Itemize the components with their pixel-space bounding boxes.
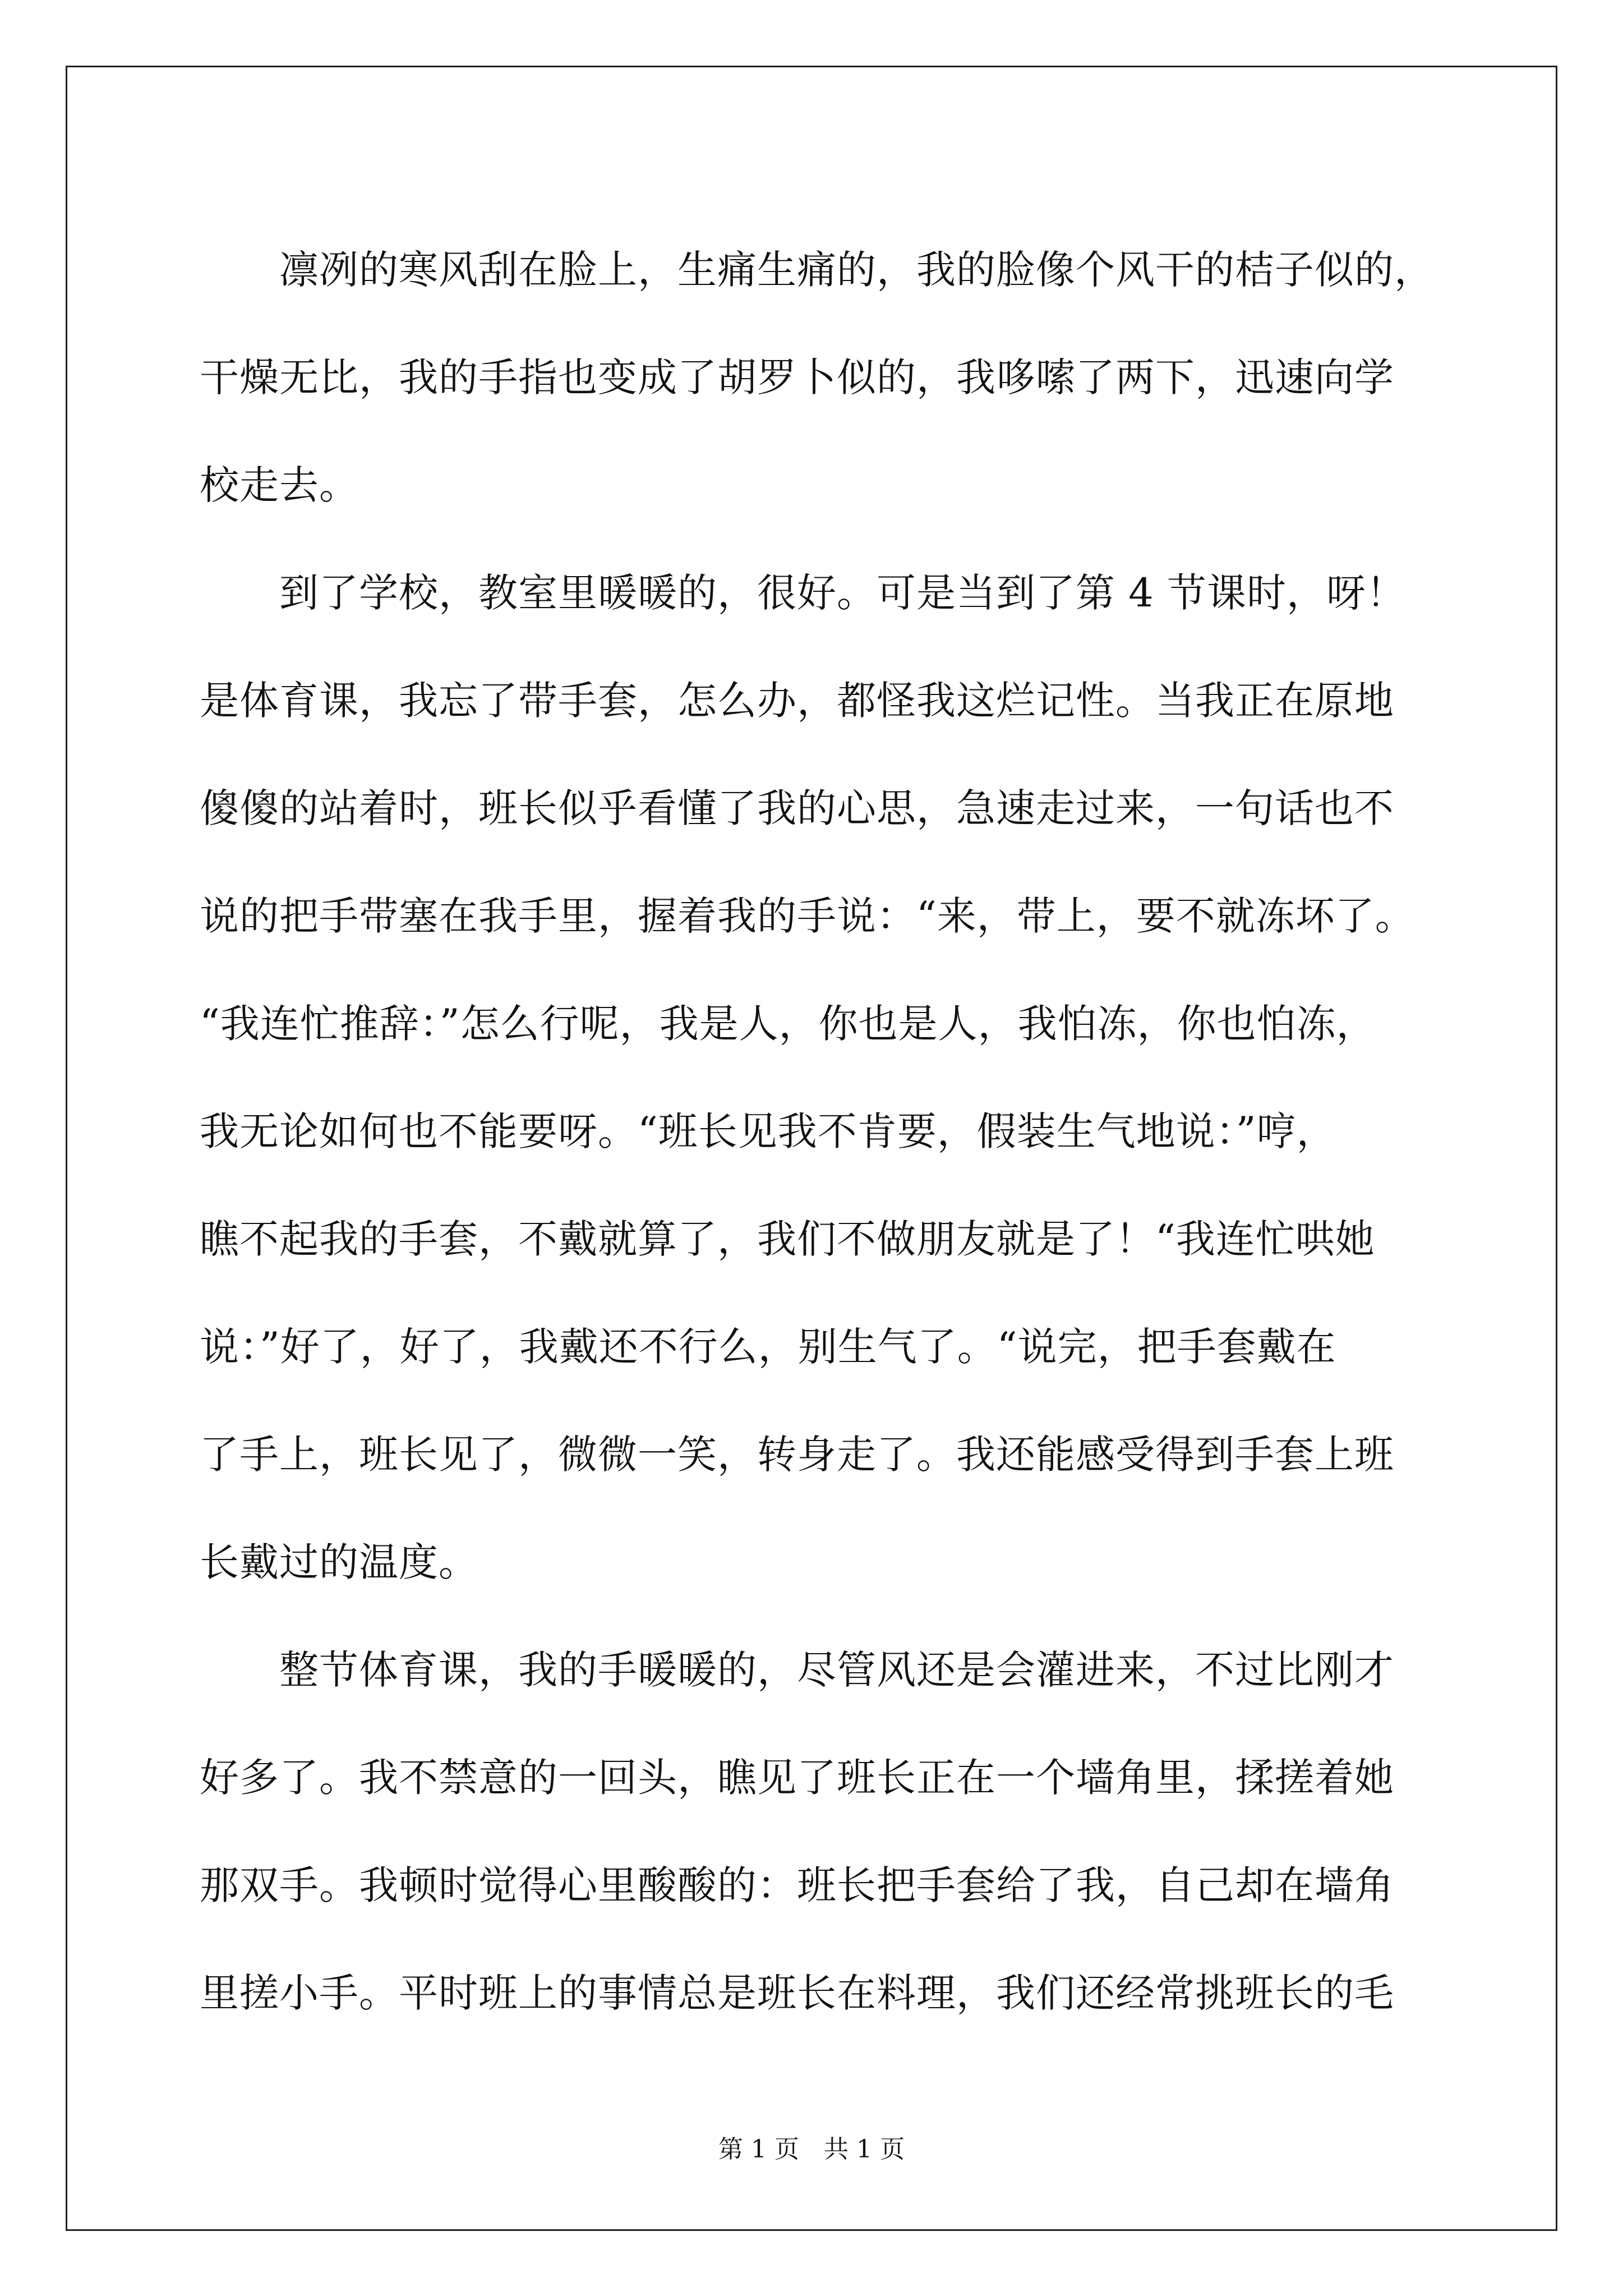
text-line: 里搓小手。平时班上的事情总是班长在料理，我们还经常挑班长的毛 bbox=[200, 1970, 1394, 2016]
text-line: 长戴过的温度。 bbox=[200, 1539, 478, 1585]
text-line: 凛冽的寒风刮在脸上，生痛生痛的，我的脸像个风干的桔子似的， bbox=[200, 247, 1434, 293]
text-line: 那双手。我顿时觉得心里酸酸的：班长把手套给了我，自己却在墙角 bbox=[200, 1862, 1394, 1908]
document-body bbox=[200, 216, 1434, 2047]
text-line: 我无论如何也不能要呀。“班长见我不肯要，假装生气地说：”哼， bbox=[200, 1108, 1336, 1154]
text-line: 说：”好了，好了，我戴还不行么，别生气了。“说完，把手套戴在 bbox=[200, 1324, 1336, 1370]
text-line: “我连忙推辞：”怎么行呢，我是人，你也是人，我怕冻，你也怕冻， bbox=[200, 1001, 1376, 1047]
text-line: 瞧不起我的手套，不戴就算了，我们不做朋友就是了！“我连忙哄她 bbox=[200, 1216, 1375, 1262]
text-line: 了手上，班长见了，微微一笑，转身走了。我还能感受得到手套上班 bbox=[200, 1432, 1394, 1478]
text-line: 到了学校，教室里暖暖的，很好。可是当到了第 4 节课时，呀！ bbox=[200, 570, 1407, 616]
text-line: 傻傻的站着时，班长似乎看懂了我的心思，急速走过来，一句话也不 bbox=[200, 785, 1394, 831]
page-footer: 第 1 页 共 1 页 bbox=[718, 2135, 905, 2164]
text-line: 校走去。 bbox=[200, 462, 359, 508]
text-line: 是体育课，我忘了带手套，怎么办，都怪我这烂记性。当我正在原地 bbox=[200, 678, 1394, 724]
text-line: 干燥无比，我的手指也变成了胡罗卜似的，我哆嗦了两下，迅速向学 bbox=[200, 355, 1394, 401]
text-line: 好多了。我不禁意的一回头，瞧见了班长正在一个墙角里，揉搓着她 bbox=[200, 1755, 1394, 1801]
text-line: 整节体育课，我的手暖暖的，尽管风还是会灌进来，不过比刚才 bbox=[200, 1647, 1394, 1693]
text-line: 说的把手带塞在我手里，握着我的手说：“来，带上，要不就冻坏了。 bbox=[200, 893, 1415, 939]
